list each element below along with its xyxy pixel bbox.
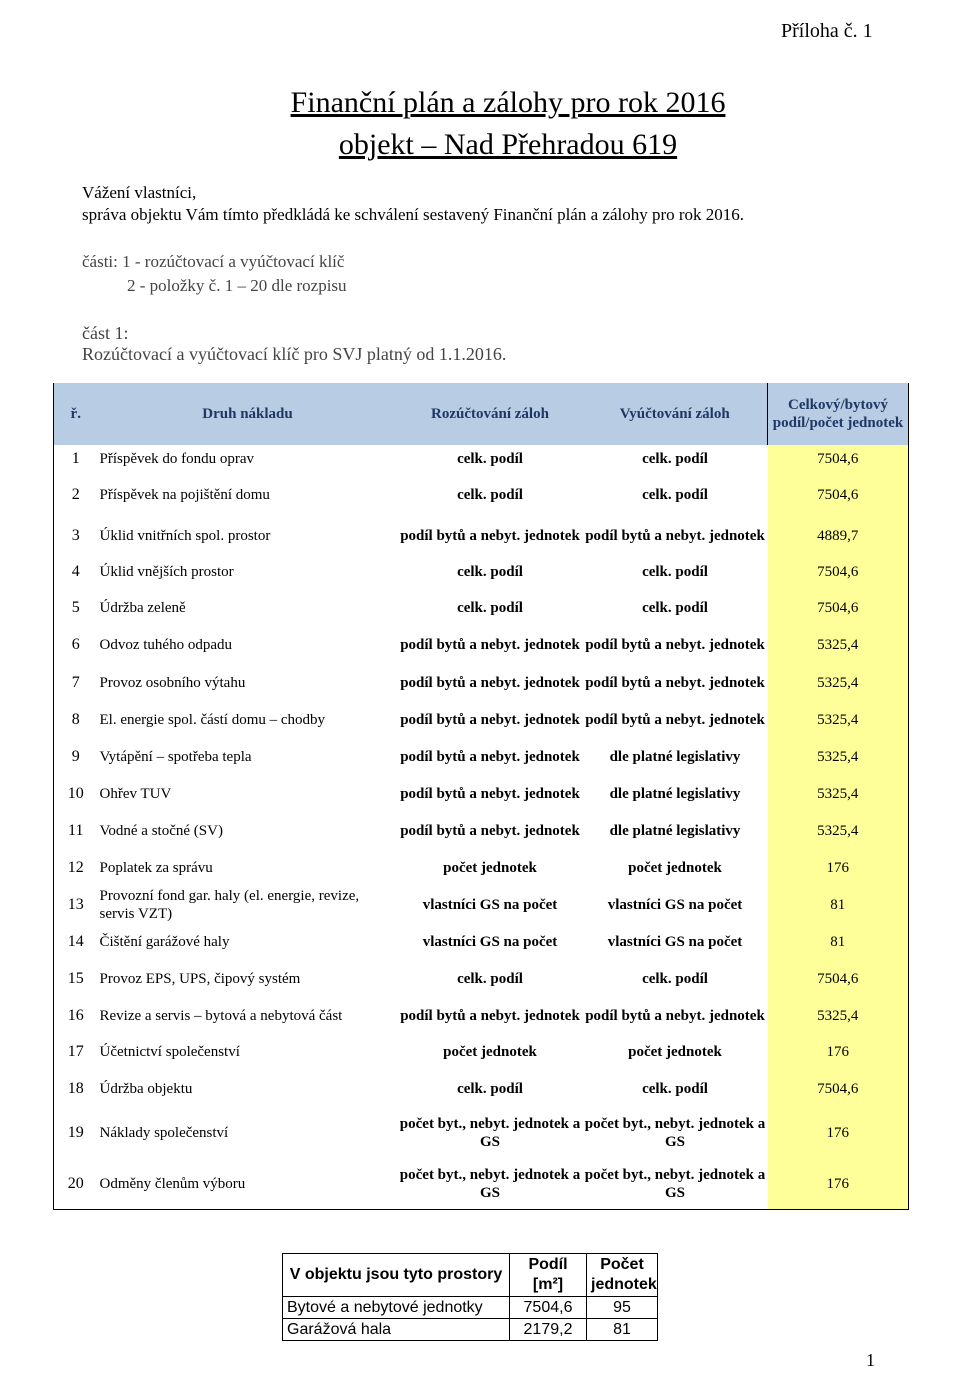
row-number: 18 — [54, 1070, 98, 1107]
table-row — [54, 701, 909, 738]
row-allocation-key: celk. podíl — [457, 564, 523, 580]
row-number: 13 — [54, 886, 98, 924]
row-settlement-key: počet byt., nebyt. jednotek a GS — [583, 1159, 768, 1209]
row-allocation-key: podíl bytů a nebyt. jednotek — [400, 528, 580, 544]
table-row — [54, 554, 909, 590]
summary-share: 2179,2 — [510, 1319, 587, 1341]
summary-header-label: V objektu jsou tyto prostory — [283, 1254, 510, 1297]
row-total-share: 5325,4 — [768, 812, 909, 849]
row-allocation-key: podíl bytů a nebyt. jednotek — [400, 822, 580, 839]
row-number: 9 — [54, 738, 98, 775]
row-number: 2 — [54, 472, 98, 518]
row-total-share: 7504,6 — [768, 554, 909, 590]
row-total-share: 176 — [768, 1034, 909, 1070]
row-number: 12 — [54, 849, 98, 886]
summary-count: 81 — [587, 1319, 658, 1341]
row-number: 1 — [54, 445, 98, 472]
part1-heading: Rozúčtovací a vyúčtovací klíč pro SVJ platný od 1.1.2016. — [82, 344, 507, 364]
row-cost-type: Provoz EPS, UPS, čipový systém — [99, 970, 301, 987]
row-total-share: 7504,6 — [768, 472, 909, 518]
header-alloc: Rozúčtování záloh — [398, 383, 583, 445]
row-number: 10 — [54, 775, 98, 812]
row-cost-type: Úklid vnitřních spol. prostor — [99, 528, 271, 544]
row-allocation-key: podíl bytů a nebyt. jednotek — [400, 748, 580, 765]
row-number: 19 — [54, 1107, 98, 1159]
row-cost-type: Odvoz tuhého odpadu — [99, 637, 232, 653]
row-allocation-key: celk. podíl — [457, 450, 523, 467]
row-allocation-key: celk. podíl — [457, 970, 523, 987]
row-number: 8 — [54, 701, 98, 738]
row-settlement-key: celk. podíl — [642, 1080, 708, 1097]
table-row — [54, 1034, 909, 1070]
row-cost-type: Provozní fond gar. haly (el. energie, revize, servis VZT) — [99, 888, 360, 922]
row-total-share: 7504,6 — [768, 445, 909, 472]
row-settlement-key: dle platné legislativy — [609, 822, 741, 839]
row-allocation-key: celk. podíl — [457, 487, 523, 503]
row-allocation-key: vlastníci GS na počet — [422, 897, 558, 913]
row-settlement-key: celk. podíl — [642, 970, 708, 987]
row-allocation-key: počet jednotek — [443, 1044, 537, 1060]
table-row — [54, 812, 909, 849]
row-total-share: 7504,6 — [768, 960, 909, 997]
row-number: 16 — [54, 997, 98, 1034]
part1-label: část 1: — [82, 323, 129, 343]
page-subtitle: objekt – Nad Přehradou 619 — [338, 128, 678, 161]
row-total-share: 5325,4 — [768, 664, 909, 701]
row-cost-type: Čištění garážové haly — [99, 934, 230, 950]
row-cost-type: Úklid vnějších prostor — [99, 564, 234, 580]
row-cost-type: Vytápění – spotřeba tepla — [99, 748, 252, 765]
row-settlement-key: dle platné legislativy — [609, 785, 741, 802]
table-row — [54, 960, 909, 997]
table-row — [54, 738, 909, 775]
page-title: Finanční plán a zálohy pro rok 2016 — [290, 86, 726, 119]
space-summary-table — [282, 1253, 658, 1341]
header-num: ř. — [54, 383, 98, 445]
row-allocation-key: celk. podíl — [457, 1080, 523, 1097]
table-row — [54, 1070, 909, 1107]
table-row — [54, 997, 909, 1034]
row-total-share: 176 — [768, 1107, 909, 1159]
table-header-row — [54, 383, 909, 445]
row-allocation-key: vlastníci GS na počet — [422, 934, 558, 950]
row-cost-type: Příspěvek do fondu oprav — [99, 450, 255, 467]
header-total: Celkový/bytový podíl/počet jednotek — [768, 383, 909, 445]
row-cost-type: Účetnictví společenství — [99, 1044, 240, 1060]
row-settlement-key: podíl bytů a nebyt. jednotek — [585, 637, 765, 653]
row-total-share: 176 — [768, 849, 909, 886]
row-number: 15 — [54, 960, 98, 997]
row-settlement-key: celk. podíl — [642, 564, 708, 580]
table-row — [54, 626, 909, 664]
row-total-share: 5325,4 — [768, 701, 909, 738]
table-row — [54, 924, 909, 960]
table-row — [54, 775, 909, 812]
row-total-share: 81 — [768, 924, 909, 960]
summary-row — [283, 1297, 658, 1319]
summary-header-row — [283, 1254, 658, 1297]
row-total-share: 176 — [768, 1159, 909, 1209]
table-row — [54, 1159, 909, 1209]
row-allocation-key: podíl bytů a nebyt. jednotek — [400, 674, 580, 691]
row-settlement-key: podíl bytů a nebyt. jednotek — [585, 711, 765, 728]
row-cost-type: Provoz osobního výtahu — [99, 674, 246, 691]
row-number: 6 — [54, 626, 98, 664]
row-total-share: 7504,6 — [768, 590, 909, 626]
row-allocation-key: počet byt., nebyt. jednotek a GS — [398, 1159, 583, 1209]
row-settlement-key: počet jednotek — [628, 859, 722, 876]
row-settlement-key: podíl bytů a nebyt. jednotek — [585, 528, 765, 544]
table-row — [54, 886, 909, 924]
row-allocation-key: podíl bytů a nebyt. jednotek — [400, 785, 580, 802]
summary-header-share: Podíl [m²] — [510, 1254, 587, 1297]
row-cost-type: El. energie spol. částí domu – chodby — [99, 711, 326, 728]
summary-share: 7504,6 — [510, 1297, 587, 1319]
row-allocation-key: podíl bytů a nebyt. jednotek — [400, 637, 580, 653]
table-row — [54, 445, 909, 472]
row-settlement-key: dle platné legislativy — [609, 748, 741, 765]
appendix-label: Příloha č. 1 — [781, 20, 873, 42]
table-row — [54, 1107, 909, 1159]
row-number: 14 — [54, 924, 98, 960]
row-number: 3 — [54, 518, 98, 554]
row-number: 5 — [54, 590, 98, 626]
row-settlement-key: celk. podíl — [642, 600, 708, 616]
row-allocation-key: podíl bytů a nebyt. jednotek — [400, 711, 580, 728]
row-total-share: 4889,7 — [768, 518, 909, 554]
row-settlement-key: podíl bytů a nebyt. jednotek — [585, 674, 765, 691]
row-total-share: 81 — [768, 886, 909, 924]
table-row — [54, 849, 909, 886]
row-settlement-key: celk. podíl — [642, 487, 708, 503]
row-settlement-key: počet byt., nebyt. jednotek a GS — [584, 1116, 766, 1150]
header-desc: Druh nákladu — [98, 383, 398, 445]
intro-greeting: Vážení vlastníci, — [82, 183, 197, 202]
row-total-share: 5325,4 — [768, 738, 909, 775]
row-settlement-key: vlastníci GS na počet — [607, 934, 743, 950]
table-row — [54, 518, 909, 554]
summary-row — [283, 1319, 658, 1341]
row-total-share: 5325,4 — [768, 775, 909, 812]
table-row — [54, 590, 909, 626]
row-number: 7 — [54, 664, 98, 701]
intro-body: správa objektu Vám tímto předkládá ke schválení sestavený Finanční plán a zálohy pro rok 2016. — [82, 205, 745, 224]
table-row — [54, 664, 909, 701]
row-cost-type: Vodné a stočné (SV) — [99, 822, 223, 839]
summary-count: 95 — [587, 1297, 658, 1319]
row-cost-type: Náklady společenství — [99, 1125, 229, 1141]
row-cost-type: Údržba objektu — [99, 1080, 193, 1097]
row-allocation-key: počet byt., nebyt. jednotek a GS — [399, 1116, 581, 1150]
parts-line-2: 2 - položky č. 1 – 20 dle rozpisu — [127, 276, 347, 295]
header-settle: Vyúčtování záloh — [583, 383, 768, 445]
page-number: 1 — [866, 1350, 875, 1370]
table-row — [54, 472, 909, 518]
parts-line-1: části: 1 - rozúčtovací a vyúčtovací klíč — [82, 252, 345, 271]
summary-space-label: Garážová hala — [283, 1319, 510, 1341]
row-allocation-key: celk. podíl — [457, 600, 523, 616]
row-total-share: 5325,4 — [768, 626, 909, 664]
row-allocation-key: podíl bytů a nebyt. jednotek — [400, 1007, 580, 1024]
row-number: 4 — [54, 554, 98, 590]
row-allocation-key: počet jednotek — [443, 859, 537, 876]
cost-allocation-table — [53, 383, 909, 1210]
row-cost-type: Ohřev TUV — [99, 785, 172, 802]
row-cost-type: Příspěvek na pojištění domu — [99, 487, 270, 503]
row-settlement-key: podíl bytů a nebyt. jednotek — [585, 1007, 765, 1024]
summary-header-count: Počet jednotek — [587, 1254, 658, 1297]
row-number: 20 — [54, 1159, 98, 1209]
row-settlement-key: počet jednotek — [628, 1044, 722, 1060]
row-cost-type: Poplatek za správu — [99, 859, 213, 876]
row-cost-type: Odměny členům výboru — [98, 1159, 398, 1209]
row-cost-type: Revize a servis – bytová a nebytová část — [99, 1007, 343, 1024]
row-total-share: 7504,6 — [768, 1070, 909, 1107]
row-settlement-key: vlastníci GS na počet — [607, 897, 743, 913]
row-number: 17 — [54, 1034, 98, 1070]
row-number: 11 — [54, 812, 98, 849]
row-cost-type: Údržba zeleně — [99, 600, 186, 616]
row-total-share: 5325,4 — [768, 997, 909, 1034]
row-settlement-key: celk. podíl — [642, 450, 708, 467]
summary-space-label: Bytové a nebytové jednotky — [283, 1297, 510, 1319]
